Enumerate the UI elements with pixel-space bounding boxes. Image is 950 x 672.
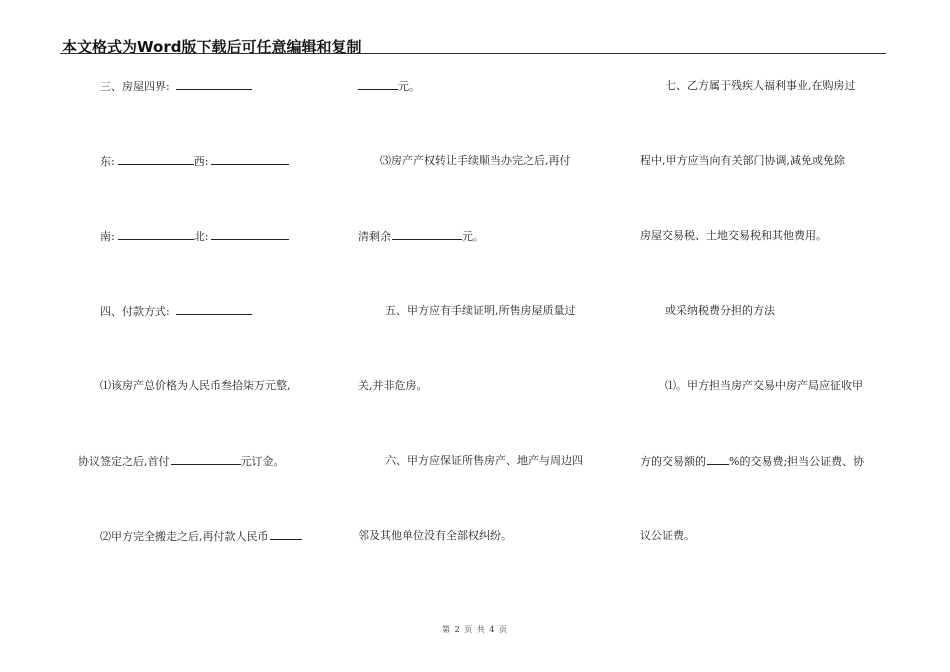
middle-line-6: 六、甲方应保证所售房产、地产与周边四 bbox=[385, 454, 583, 467]
page-number: 第 2 页 共 4 页 bbox=[442, 625, 508, 634]
amount-blank bbox=[358, 79, 398, 90]
deposit-blank bbox=[171, 454, 241, 465]
right-line-3: 房屋交易税、土地交易税和其他费用。 bbox=[640, 229, 827, 242]
left-line-3 bbox=[100, 229, 289, 244]
right-line-2: 程中,甲方应当向有关部门协调,减免或免除 bbox=[640, 154, 845, 167]
left-line-2 bbox=[100, 154, 289, 169]
second-payment-blank bbox=[270, 529, 302, 540]
middle-line-7: 邻及其他单位没有全部权纠纷。 bbox=[358, 529, 512, 542]
right-line-7: 议公证费。 bbox=[640, 529, 695, 542]
deposit-unit: 元订金。 bbox=[240, 455, 285, 468]
middle-line-3 bbox=[358, 229, 484, 244]
remaining-blank bbox=[392, 229, 462, 240]
left-line-7 bbox=[100, 529, 302, 544]
document-header-title: 本文格式为Word版下载后可任意编辑和复制 bbox=[62, 38, 362, 56]
header-divider bbox=[60, 53, 886, 54]
left-line-6 bbox=[78, 454, 285, 469]
south-blank bbox=[118, 229, 194, 240]
east-label: 东: bbox=[100, 155, 115, 168]
right-line-5: ⑴。甲方担当房产交易中房产局应征收甲 bbox=[665, 379, 863, 392]
payment-blank bbox=[176, 304, 252, 315]
left-line-5: ⑴该房产总价格为人民币叁拾柒万元整, bbox=[100, 379, 291, 392]
amount-unit: 元。 bbox=[398, 80, 420, 93]
right-line-4: 或采纳税费分担的方法 bbox=[665, 304, 775, 317]
boundaries-label: 三、房屋四界: bbox=[100, 80, 170, 93]
right-line-6 bbox=[640, 454, 864, 469]
fee-text: 方的交易额的 bbox=[640, 455, 706, 468]
payment-method-label: 四、付款方式: bbox=[100, 305, 170, 318]
north-blank bbox=[211, 229, 289, 240]
middle-line-1 bbox=[358, 79, 420, 94]
left-line-4 bbox=[100, 304, 252, 319]
right-line-1: 七、乙方属于残疾人福利事业,在购房过 bbox=[665, 79, 856, 92]
middle-line-4: 五、甲方应有手续证明,所售房屋质量过 bbox=[385, 304, 576, 317]
north-label: 北: bbox=[193, 230, 209, 243]
middle-line-2: ⑶房产产权转让手续顺当办完之后,再付 bbox=[380, 154, 571, 167]
south-label: 南: bbox=[100, 230, 115, 243]
middle-line-5: 关,并非危房。 bbox=[358, 379, 428, 392]
fee-rest: %的交易费;担当公证费、协 bbox=[729, 455, 865, 468]
second-payment-text: ⑵甲方完全搬走之后,再付款人民币 bbox=[100, 530, 269, 543]
west-label: 西: bbox=[193, 155, 209, 168]
left-line-1 bbox=[100, 79, 252, 94]
blank-field bbox=[176, 79, 252, 90]
west-blank bbox=[211, 154, 289, 165]
remaining-unit: 元。 bbox=[462, 230, 484, 243]
east-blank bbox=[118, 154, 194, 165]
deposit-text: 协议签定之后,首付 bbox=[78, 455, 170, 468]
remaining-text: 清剩余 bbox=[358, 230, 391, 243]
fee-percent-blank bbox=[707, 454, 729, 465]
